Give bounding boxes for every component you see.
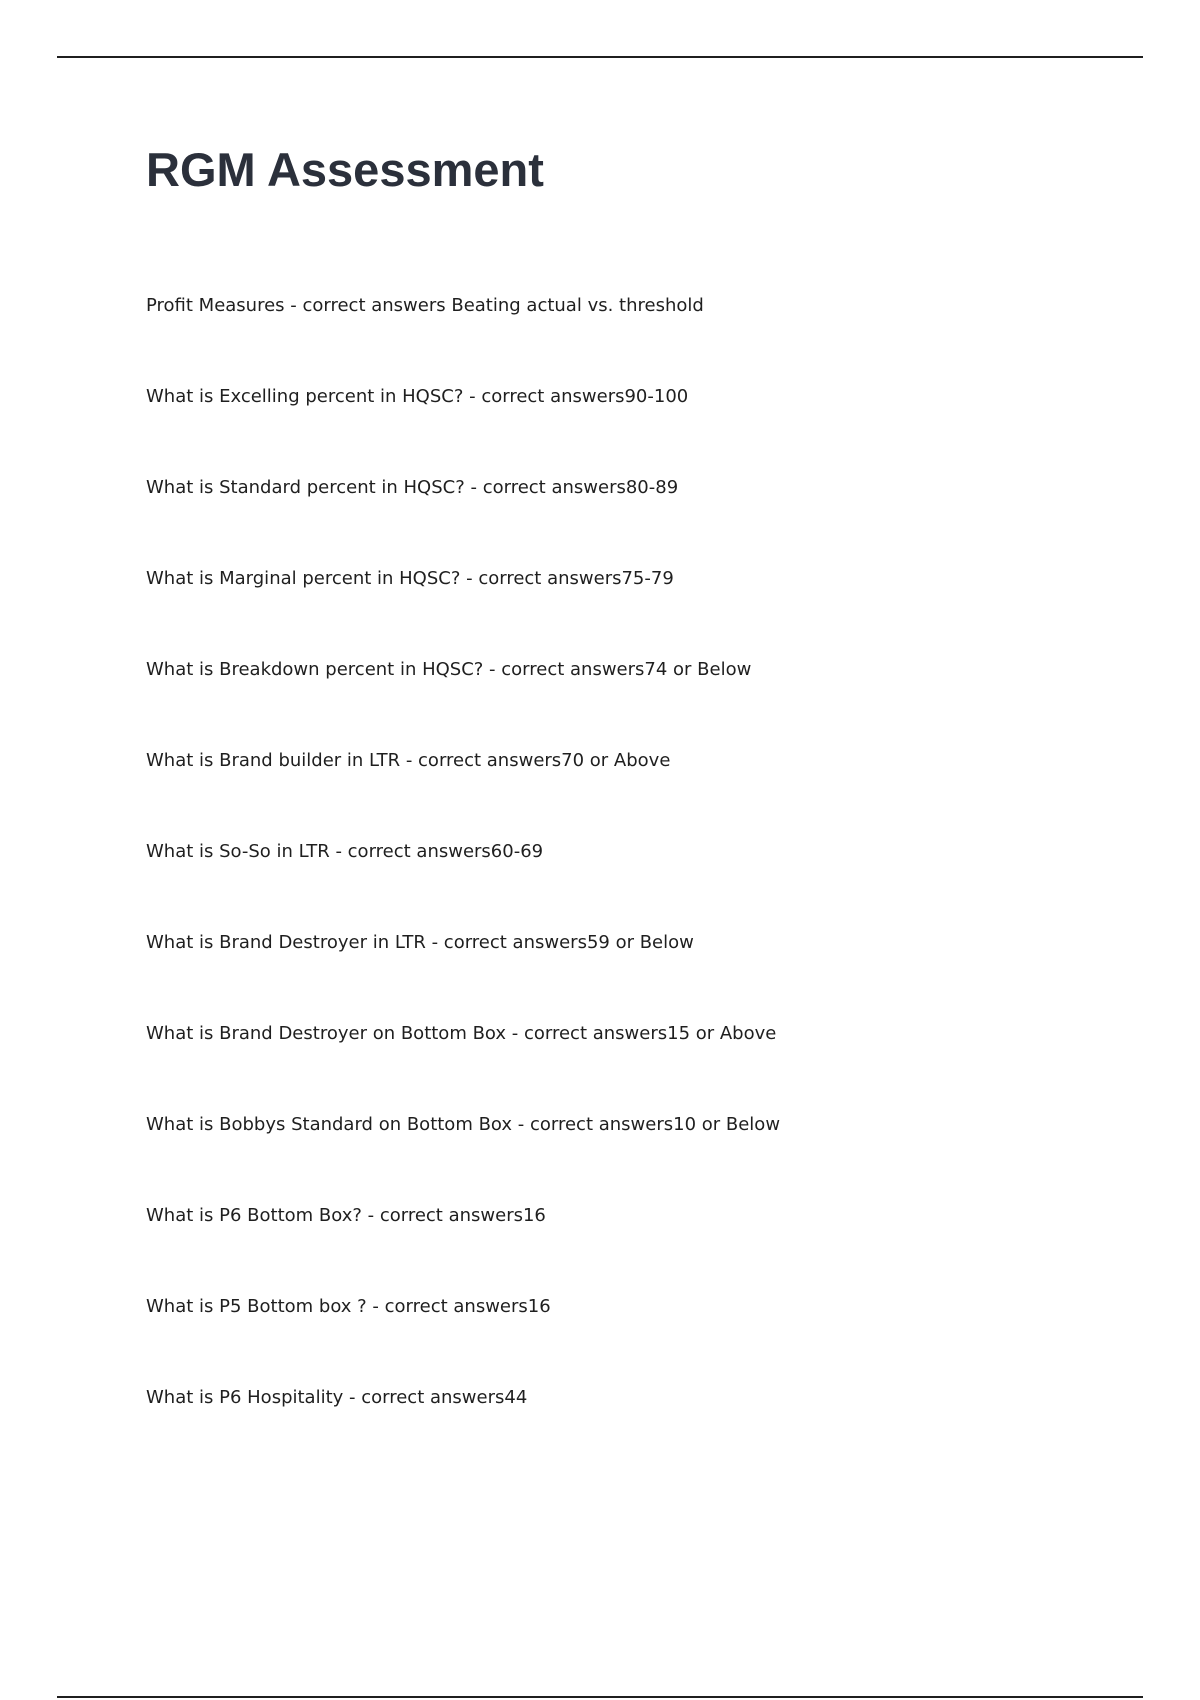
qa-item: Profit Measures - correct answers Beating actual vs. threshold [146, 295, 704, 316]
qa-list [146, 292, 780, 1475]
page-title: RGM Assessment [146, 143, 544, 196]
qa-item: What is P6 Bottom Box? - correct answers16 [146, 1205, 546, 1226]
qa-item: What is Standard percent in HQSC? - correct answers80-89 [146, 477, 679, 498]
top-divider [57, 56, 1143, 58]
qa-item: What is So-So in LTR - correct answers60-69 [146, 841, 544, 862]
qa-item: What is Breakdown percent in HQSC? - correct answers74 or Below [146, 659, 752, 680]
qa-item: What is P6 Hospitality - correct answers44 [146, 1387, 528, 1408]
qa-item: What is Marginal percent in HQSC? - correct answers75-79 [146, 568, 674, 589]
qa-item: What is Brand Destroyer in LTR - correct answers59 or Below [146, 932, 694, 953]
qa-item: What is P5 Bottom box ? - correct answers16 [146, 1296, 551, 1317]
bottom-divider [57, 1696, 1143, 1698]
qa-item: What is Brand Destroyer on Bottom Box - correct answers15 or Above [146, 1023, 777, 1044]
qa-item: What is Excelling percent in HQSC? - correct answers90-100 [146, 386, 689, 407]
qa-item: What is Bobbys Standard on Bottom Box - correct answers10 or Below [146, 1114, 781, 1135]
qa-item: What is Brand builder in LTR - correct answers70 or Above [146, 750, 671, 771]
